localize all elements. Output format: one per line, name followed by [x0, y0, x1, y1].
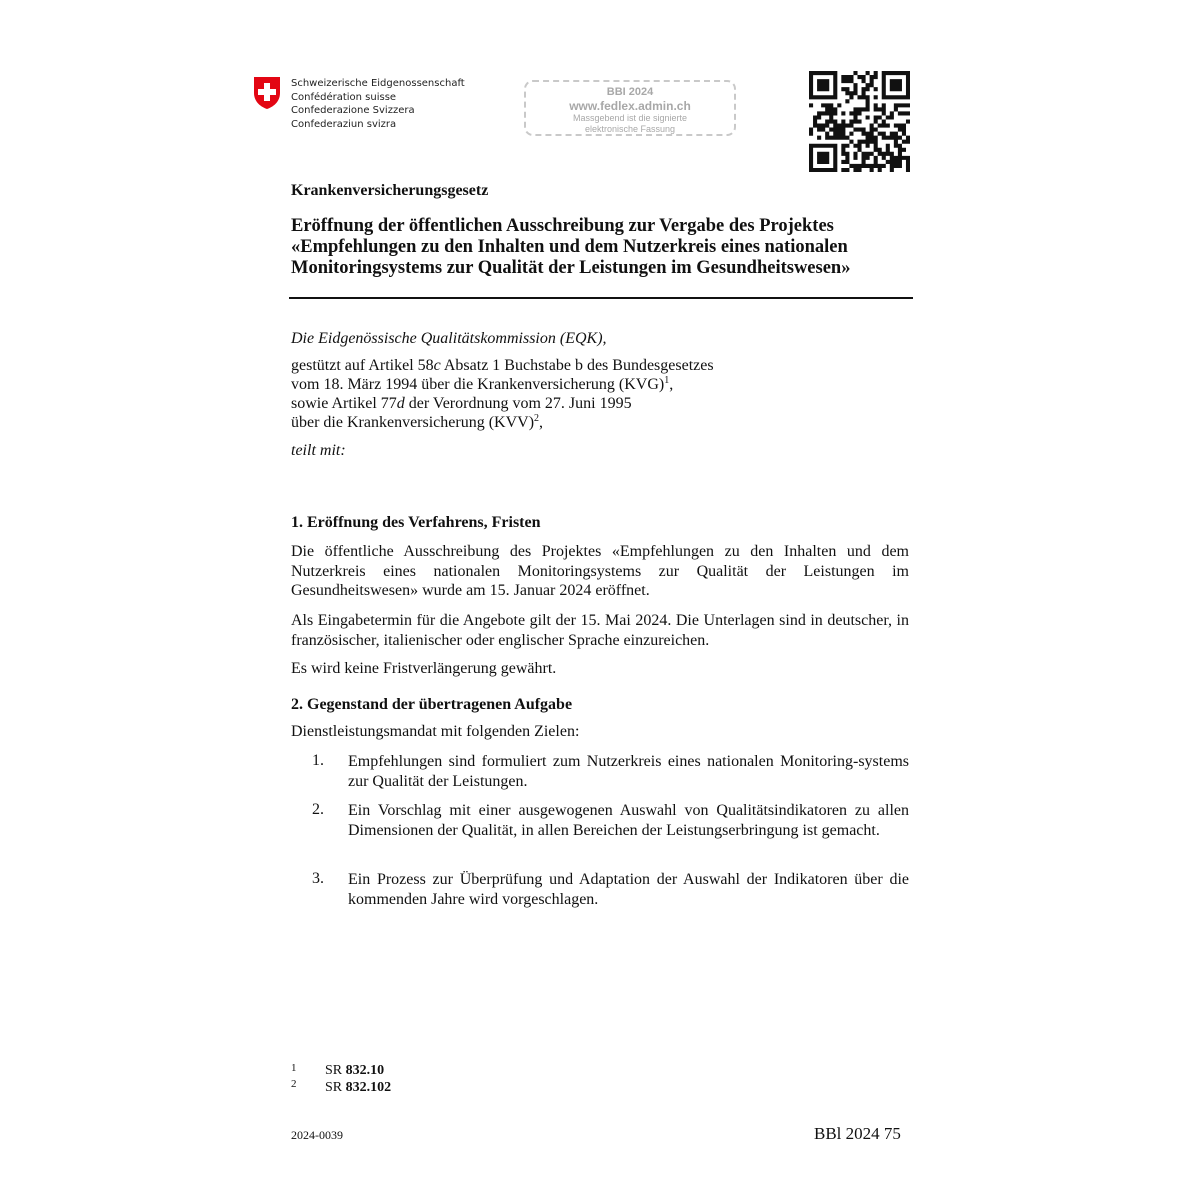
title-divider [289, 297, 913, 299]
preamble-line: sowie Artikel 77d der Verordnung vom 27. Juni 1995 [291, 395, 632, 412]
list-item-number: 3. [312, 870, 324, 887]
section-heading: 2. Gegenstand der übertragenen Aufgabe [291, 696, 573, 713]
preamble-line: über die Krankenversicherung (KVV)$^2$, [291, 413, 544, 431]
preamble-line: gestützt auf Artikel 58c Absatz 1 Buchstabe b des Bundesgesetzes [291, 357, 714, 374]
org-name-fr: Confédération suisse [291, 91, 397, 103]
preamble-line: vom 18. März 1994 über die Krankenversicherung (KVG)$^1$, [291, 375, 674, 393]
swiss-coat-of-arms-icon [253, 76, 281, 110]
page-title [291, 216, 916, 279]
paragraph: Es wird keine Fristverlängerung gewährt. [291, 660, 557, 677]
stamp-url: www.fedlex.admin.ch [569, 99, 691, 113]
list-item: Ein Prozess zur Überprüfung und Adaptation der Auswahl der Indikatoren über die kommenden Jahre wird vorgeschlagen. [348, 871, 909, 908]
issuing-authority: Die Eidgenössische Qualitätskommission (EQK), [291, 330, 607, 347]
paragraph: Dienstleistungsmandat mit folgenden Zielen: [291, 723, 580, 740]
list-item: Empfehlungen sind formuliert zum Nutzerkreis eines nationalen Monitoring-systems zur Qualität der Leistungen. [348, 753, 909, 790]
footnote-ref-2[interactable]: 2 [534, 413, 540, 424]
footnote-ref-1[interactable]: 1 [664, 375, 670, 386]
stamp-note-1: Massgebend ist die signierte [572, 113, 688, 123]
list-item: Ein Vorschlag mit einer ausgewogenen Auswahl von Qualitätsindikatoren zu allen Dimensionen der Qualität, in allen Bereichen der Leistungserbringung ist gemacht. [348, 802, 909, 839]
paragraph: Die öffentliche Ausschreibung des Projektes «Empfehlungen zu den Inhalten und dem Nutzerkreis eines nationalen Monitoringsystems zur Qualität der Leistungen im Gesundheitswesen» wurde am 15. Januar 2024 eröffnet. [291, 543, 909, 599]
org-name-rm: Confederaziun svizra [291, 118, 397, 130]
federal-administration-names [291, 77, 465, 131]
page-number: BBl 2024 75 [814, 1124, 901, 1143]
publication-stamp [524, 80, 736, 136]
footnote: SR 832.102 [325, 1080, 392, 1095]
list-item-number: 2. [312, 801, 324, 818]
law-title: Krankenversicherungsgesetz [291, 182, 489, 199]
stamp-edition: BBI 2024 [606, 86, 654, 98]
title-line: Eröffnung der öffentlichen Ausschreibung zur Vergabe des Projektes [291, 216, 834, 236]
footnote-number: 2 [291, 1078, 297, 1090]
qr-code-icon [809, 71, 910, 172]
paragraph: Als Eingabetermin für die Angebote gilt der 15. Mai 2024. Die Unterlagen sind in deutscher, in französischer, italienischer oder englischer Sprache einzureichen. [291, 612, 909, 649]
footnote-link[interactable]: 832.10 [345, 1063, 385, 1078]
qr-code-modules [809, 71, 910, 172]
org-name-de: Schweizerische Eidgenossenschaft [291, 78, 465, 89]
document-number: 2024-0039 [291, 1128, 343, 1142]
preamble [291, 356, 714, 432]
footnote-link[interactable]: 832.102 [345, 1080, 392, 1095]
org-name-it: Confederazione Svizzera [291, 105, 415, 116]
list-item-number: 1. [312, 752, 324, 769]
footnote-number: 1 [291, 1062, 297, 1074]
preamble-closing: teilt mit: [291, 442, 346, 459]
title-line: «Empfehlungen zu den Inhalten und dem Nutzerkreis eines nationalen [291, 237, 848, 257]
footnote: SR 832.10 [325, 1063, 385, 1078]
stamp-note-2: elektronische Fassung [584, 124, 676, 134]
section-heading: 1. Eröffnung des Verfahrens, Fristen [291, 514, 541, 531]
title-line: Monitoringsystems zur Qualität der Leistungen im Gesundheitswesen» [291, 258, 851, 278]
